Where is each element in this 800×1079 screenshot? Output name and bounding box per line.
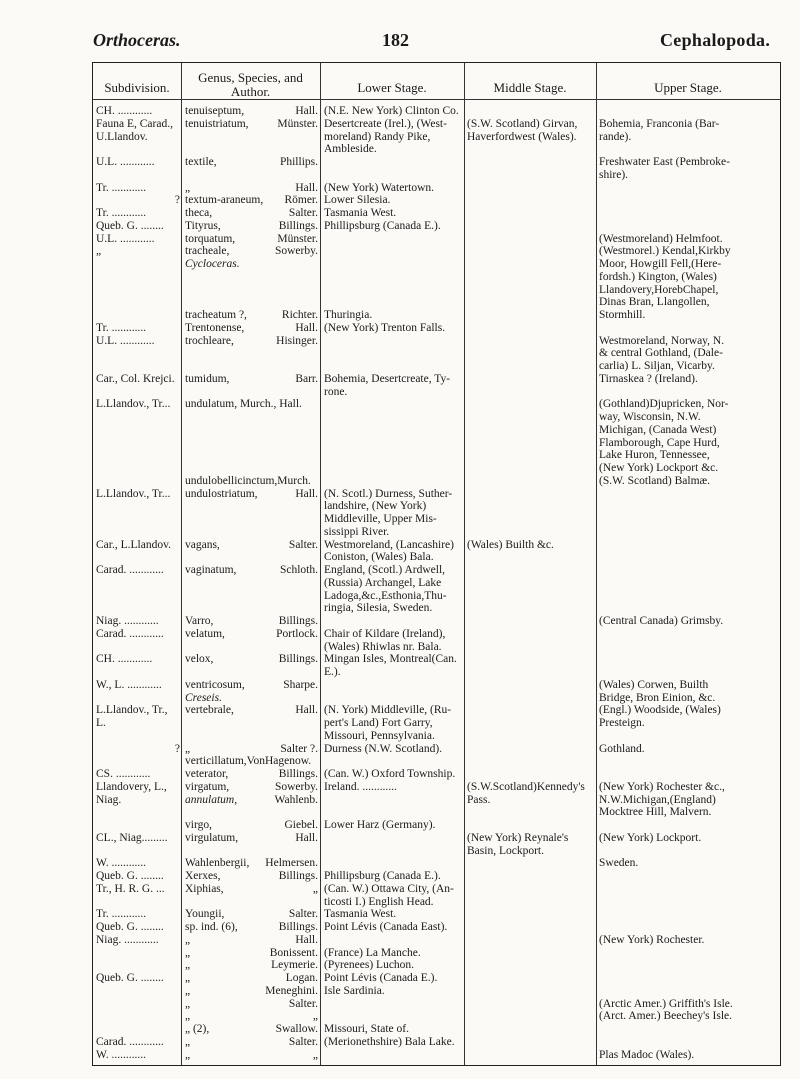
lower-stage-cell: Tasmania West. [324, 908, 397, 921]
species-name: „ [185, 959, 191, 972]
middle-stage-cell: (New York) Reynale's [467, 831, 569, 844]
species-name: „ [185, 1035, 191, 1048]
species-author: Sowerby. [274, 780, 318, 793]
species-author: Giebel. [284, 819, 318, 831]
subdivision-cell: L.Llandov., Tr... [96, 398, 171, 411]
column-header-middle-stage: Middle Stage. [493, 80, 567, 95]
lower-stage-cell: Ladoga,&c.,Esthonia,Thu- [324, 589, 447, 602]
subdivision-cell: CL., Niag......... [96, 831, 168, 844]
page-header [0, 30, 800, 52]
species-author: Hall. [295, 933, 318, 946]
species-cell [185, 998, 318, 1010]
species-cell [185, 233, 318, 245]
species-cell [185, 488, 318, 500]
middle-stage-cell: Pass. [467, 793, 491, 806]
lower-stage-cell: E.). [324, 666, 341, 678]
species-author: „ [312, 1010, 318, 1023]
species-cell [185, 335, 318, 347]
species-cell [185, 934, 318, 946]
species-author: „ [312, 882, 318, 895]
lower-stage-cell: Missouri, Pennsylvania. [324, 729, 435, 742]
species-name: velox, [185, 653, 214, 666]
subdivision-cell: Niag. ............ [96, 615, 159, 627]
species-author: Richter. [281, 309, 318, 321]
species-name: „ [185, 972, 191, 984]
species-author: Münster. [277, 117, 318, 130]
middle-stage-cell: Haverfordwest (Wales). [467, 130, 577, 143]
species-cell [185, 118, 318, 130]
subdivision-cell: ? [174, 742, 180, 755]
species-cell [185, 245, 318, 257]
species-cell [185, 972, 318, 984]
lower-stage-cell: Ambleside. [324, 143, 377, 156]
subdivision-cell: Queb. G. ........ [96, 921, 164, 933]
lower-stage-cell: Desertcreate (Irel.), (West- [324, 117, 447, 130]
species-name: vertebrale, [185, 704, 234, 717]
lower-stage-cell: (Wales) Rhiwlas nr. Bala. [324, 640, 442, 653]
subdivision-cell: Tr. ............ [96, 908, 147, 921]
species-author: Salter. [288, 1035, 318, 1048]
lower-stage-cell: Lower Silesia. [324, 194, 391, 207]
species-cell [185, 539, 318, 551]
subdivision-cell: Tr., H. R. G. ... [96, 882, 165, 895]
subdivision-cell: CS. ............ [96, 768, 151, 780]
upper-stage-cell: (S.W. Scotland) Balmæ. [599, 474, 711, 487]
species-cell [185, 182, 318, 194]
species-name: torquatum, [185, 232, 236, 245]
lower-stage-cell: Bohemia, Desertcreate, Ty- [324, 372, 451, 385]
species-name: Creseis. [185, 691, 222, 704]
species-author: Swallow. [275, 1023, 318, 1035]
column-header-lower-stage: Lower Stage. [357, 80, 427, 95]
upper-stage-cell: Mocktree Hill, Malvern. [599, 806, 712, 819]
upper-stage-cell: Plas Madoc (Wales). [599, 1048, 695, 1061]
lower-stage-cell: Phillipsburg (Canada E.). [324, 870, 441, 882]
subdivision-cell: Queb. G. ........ [96, 219, 164, 232]
species-author: Logan. [285, 972, 318, 984]
species-name: Tityrus, [185, 219, 221, 232]
lower-stage-cell: Durness (N.W. Scotland). [324, 742, 443, 755]
species-name: Youngii, [185, 908, 225, 921]
upper-stage-cell: shire). [599, 168, 629, 181]
species-cell [185, 220, 318, 232]
upper-stage-cell: (Westmoreland) Helmfoot. [599, 232, 723, 245]
subdivision-cell: Car., Col. Krejci. [96, 372, 175, 385]
lower-stage-cell: Phillipsburg (Canada E.). [324, 219, 441, 232]
lower-stage-cell: Point Lévis (Canada East). [324, 921, 448, 933]
column-header-subdivision: Subdivision. [104, 80, 170, 95]
species-cell [185, 1036, 318, 1048]
upper-stage-cell: (Central Canada) Grimsby. [599, 615, 724, 627]
species-cell [185, 908, 318, 920]
middle-stage-cell: (S.W.Scotland)Kennedy's [467, 780, 585, 793]
upper-stage-cell: rande). [599, 130, 632, 143]
subdivision-cell: U.Llandov. [96, 130, 148, 143]
species-name: textum-araneum, [185, 194, 264, 207]
subdivision-cell: L.Llandov., Tr., [96, 704, 168, 717]
lower-stage-cell: (France) La Manche. [324, 946, 421, 959]
lower-stage-cell: (Russia) Archangel, Lake [324, 576, 442, 589]
lower-stage-cell: Ireland. ............ [324, 780, 397, 793]
species-name: undulobellicinctum,Murch. [185, 474, 311, 487]
subdivision-cell: Llandovery, L., [96, 780, 167, 793]
column-divider [464, 63, 465, 1065]
species-cell [185, 781, 318, 793]
species-name: „ [185, 933, 191, 946]
upper-stage-cell: Freshwater East (Pembroke- [599, 156, 730, 168]
upper-stage-cell: Llandovery,HorebChapel, [599, 283, 719, 296]
lower-stage-cell: (New York) Trenton Falls. [324, 321, 446, 334]
species-author: Hall. [295, 105, 318, 117]
upper-stage-cell: (Westmorel.) Kendal,Kirkby [599, 245, 731, 258]
lower-stage-cell: (Can. W.) Ottawa City, (An- [324, 882, 454, 895]
species-name: undulostriatum, [185, 487, 258, 500]
species-cell [185, 475, 318, 487]
subdivision-cell: CH. ............ [96, 653, 153, 666]
species-name: virgulatum, [185, 831, 239, 844]
column-divider [596, 63, 597, 1065]
species-author: Barr. [295, 372, 318, 385]
subdivision-cell: Niag. [96, 793, 122, 806]
species-name: virgatum, [185, 780, 230, 793]
middle-stage-cell: Basin, Lockport. [467, 844, 544, 857]
species-author: „ [312, 1048, 318, 1061]
lower-stage-cell: Westmoreland, (Lancashire) [324, 538, 454, 551]
subdivision-cell: Queb. G. ........ [96, 870, 164, 882]
column-divider [181, 63, 182, 1065]
subdivision-cell: Fauna E, Carad., [96, 117, 173, 130]
lower-stage-cell: Isle Sardinia. [324, 984, 385, 997]
section-title: Cephalopoda. [660, 30, 771, 50]
species-cell [185, 628, 318, 640]
subdivision-cell: Car., L.Llandov. [96, 538, 171, 551]
species-name: ventricosum, [185, 678, 245, 691]
species-author: Salter. [288, 538, 318, 551]
species-author: Schloth. [279, 564, 318, 576]
subdivision-cell: Tr. ............ [96, 181, 147, 194]
species-cell [185, 704, 318, 716]
subdivision-cell: L.Llandov., Tr... [96, 487, 171, 500]
species-cell [185, 1010, 318, 1022]
species-name: tracheatum ?, [185, 309, 247, 321]
species-author: Portlock. [276, 627, 318, 640]
species-cell [185, 794, 318, 806]
species-author: Wahlenb. [274, 793, 318, 806]
species-name: „ [185, 946, 191, 959]
middle-stage-cell: (S.W. Scotland) Girvan, [467, 117, 578, 130]
species-cell [185, 156, 318, 168]
species-author: Hisinger. [276, 334, 318, 347]
species-name: tumidum, [185, 372, 230, 385]
species-author: Salter. [288, 908, 318, 921]
species-name: virgo, [185, 819, 212, 831]
species-name: annulatum, [185, 793, 238, 806]
lower-stage-cell: ticosti I.) English Head. [324, 895, 434, 908]
species-name: vagans, [185, 538, 220, 551]
species-author: Billings. [278, 921, 318, 933]
lower-stage-cell: Missouri, State of. [324, 1023, 409, 1035]
species-cell [185, 309, 318, 321]
species-name: Xerxes, [185, 870, 221, 882]
subdivision-cell: Niag. ............ [96, 933, 159, 946]
species-cell [185, 322, 318, 334]
species-author: Hall. [295, 487, 318, 500]
lower-stage-cell: Mingan Isles, Montreal(Can. [324, 653, 457, 666]
species-cell [185, 743, 318, 755]
species-cell [185, 985, 318, 997]
species-name: verticillatum,VonHagenow. [185, 755, 312, 768]
upper-stage-cell: Stormhill. [599, 309, 646, 321]
lower-stage-cell: Lower Harz (Germany). [324, 819, 436, 831]
species-name: sp. ind. (6), [185, 921, 238, 933]
column-header-upper-stage: Upper Stage. [654, 80, 722, 95]
species-name: tracheale, [185, 245, 230, 258]
upper-stage-cell: (New York) Lockport &c. [599, 462, 719, 474]
species-name: Wahlenbergii, [185, 857, 250, 870]
upper-stage-cell: fordsh.) Kington, (Wales) [599, 270, 717, 283]
upper-stage-cell: (Arctic Amer.) Griffith's Isle. [599, 997, 733, 1010]
species-name: Trentonense, [185, 321, 245, 334]
species-name: undulatum, Murch., Hall. [185, 398, 302, 411]
upper-stage-cell: Moor, Howgill Fell,(Here- [599, 258, 722, 270]
species-cell [185, 1049, 318, 1061]
running-title: Orthoceras. [93, 30, 181, 50]
species-cell [185, 679, 318, 691]
upper-stage-cell: Tirnaskea ? (Ireland). [599, 372, 698, 385]
species-name: Xiphias, [185, 882, 224, 895]
species-cell [185, 194, 318, 206]
subdivision-cell: ? [174, 194, 180, 207]
species-cell [185, 692, 318, 704]
subdivision-cell: U.L. ............ [96, 232, 155, 245]
species-name: „ [185, 984, 191, 997]
species-name: textile, [185, 156, 217, 168]
species-cell [185, 768, 318, 780]
subdivision-cell: CH. ............ [96, 105, 153, 117]
upper-stage-cell: way, Wisconsin, N.W. [599, 411, 701, 423]
species-author: Helmersen. [265, 857, 318, 870]
species-table [92, 62, 781, 1066]
upper-stage-cell: Bridge, Bron Einion, &c. [599, 691, 716, 704]
lower-stage-cell: pert's Land) Fort Garry, [324, 717, 433, 729]
upper-stage-cell: Gothland. [599, 742, 645, 755]
upper-stage-cell: Sweden. [599, 857, 639, 870]
species-author: Hall. [295, 181, 318, 194]
species-author: Meneghini. [265, 984, 318, 997]
species-name: tenuiseptum, [185, 105, 245, 117]
species-author: Bonissent. [269, 946, 318, 959]
subdivision-cell: W. ............ [96, 1048, 147, 1061]
species-cell [185, 870, 318, 882]
upper-stage-cell: (New York) Rochester. [599, 933, 705, 946]
species-name: „ [185, 742, 191, 755]
species-cell [185, 959, 318, 971]
species-name: tenuistriatum, [185, 117, 249, 130]
species-author: Billings. [278, 870, 318, 882]
species-name: trochleare, [185, 334, 234, 347]
species-author: Hall. [295, 704, 318, 717]
upper-stage-cell: Lake Huron, Tennessee, [599, 449, 710, 462]
species-cell [185, 258, 318, 270]
species-author: Salter. [288, 997, 318, 1010]
subdivision-cell: Carad. ............ [96, 627, 164, 640]
lower-stage-cell: Middleville, Upper Mis- [324, 513, 437, 525]
species-author: Münster. [277, 232, 318, 245]
species-author: Sharpe. [283, 678, 318, 691]
subdivision-cell: Carad. ............ [96, 564, 164, 576]
lower-stage-cell: Chair of Kildare (Ireland), [324, 627, 446, 640]
lower-stage-cell: rone. [324, 385, 348, 398]
species-name: velatum, [185, 627, 225, 640]
species-author: Sowerby. [274, 245, 318, 258]
subdivision-cell: W., L. ............ [96, 678, 162, 691]
upper-stage-cell: carlia) L. Siljan, Vicarby. [599, 360, 715, 372]
species-cell [185, 832, 318, 844]
lower-stage-cell: (N. York) Middleville, (Ru- [324, 704, 452, 717]
species-author: Billings. [278, 219, 318, 232]
lower-stage-cell: Point Lévis (Canada E.). [324, 972, 438, 984]
species-cell [185, 1023, 318, 1035]
upper-stage-cell: (Wales) Corwen, Builth [599, 678, 709, 691]
subdivision-cell: U.L. ............ [96, 334, 155, 347]
upper-stage-cell: Flamborough, Cape Hurd, [599, 436, 720, 449]
species-cell [185, 564, 318, 576]
species-cell [185, 105, 318, 117]
lower-stage-cell: moreland) Randy Pike, [324, 130, 431, 143]
species-author: Phillips. [279, 156, 318, 168]
lower-stage-cell: Thuringia. [324, 309, 373, 321]
species-cell [185, 819, 318, 831]
subdivision-cell: Tr. ............ [96, 321, 147, 334]
subdivision-cell: Tr. ............ [96, 207, 147, 219]
species-name: „ [185, 1010, 191, 1023]
species-cell [185, 373, 318, 385]
species-name: veterator, [185, 768, 229, 780]
lower-stage-cell: (N.E. New York) Clinton Co. [324, 105, 459, 117]
species-name: theca, [185, 207, 213, 219]
upper-stage-cell: (Arct. Amer.) Beechey's Isle. [599, 1010, 732, 1023]
subdivision-cell: „ [96, 245, 102, 258]
species-cell [185, 615, 318, 627]
species-cell [185, 857, 318, 869]
species-author: Hall. [295, 831, 318, 844]
lower-stage-cell: England, (Scotl.) Ardwell, [324, 564, 446, 576]
upper-stage-cell: Presteign. [599, 717, 645, 729]
lower-stage-cell: (Merionethshire) Bala Lake. [324, 1035, 455, 1048]
species-author: Leymerie. [271, 959, 318, 972]
species-name: Varro, [185, 615, 214, 627]
species-name: vaginatum, [185, 564, 237, 576]
species-name: „ [185, 181, 191, 194]
subdivision-cell: W. ............ [96, 857, 147, 870]
species-cell [185, 947, 318, 959]
upper-stage-cell: Westmoreland, Norway, N. [599, 334, 725, 347]
species-author: Billings. [278, 615, 318, 627]
species-author: Billings. [278, 653, 318, 666]
upper-stage-cell: Michigan, (Canada West) [599, 423, 717, 436]
upper-stage-cell: (New York) Rochester &c., [599, 780, 725, 793]
species-cell [185, 653, 318, 665]
column-divider [320, 63, 321, 1065]
species-cell [185, 207, 318, 219]
upper-stage-cell: Bohemia, Franconia (Bar- [599, 117, 720, 130]
lower-stage-cell: (N. Scotl.) Durness, Suther- [324, 487, 453, 500]
upper-stage-cell: & central Gothland, (Dale- [599, 347, 723, 360]
species-author: Hall. [295, 321, 318, 334]
subdivision-cell: U.L. ............ [96, 156, 155, 168]
species-author: Billings. [278, 768, 318, 780]
column-header-genus: Genus, Species, and Author. [198, 70, 303, 99]
species-name: „ [185, 1048, 191, 1061]
upper-stage-cell: (New York) Lockport. [599, 831, 702, 844]
subdivision-cell: L. [96, 717, 106, 729]
lower-stage-cell: (New York) Watertown. [324, 181, 435, 194]
species-name: „ (2), [185, 1023, 210, 1035]
upper-stage-cell: N.W.Michigan,(England) [599, 793, 716, 806]
subdivision-cell: Queb. G. ........ [96, 972, 164, 984]
upper-stage-cell: Dinas Bran, Llangollen, [599, 296, 710, 309]
lower-stage-cell: sissippi River. [324, 525, 390, 538]
lower-stage-cell: Coniston, (Wales) Bala. [324, 551, 434, 564]
species-cell [185, 921, 318, 933]
species-author: Römer. [284, 194, 318, 207]
species-name: „ [185, 997, 191, 1010]
middle-stage-cell: (Wales) Builth &c. [467, 538, 554, 551]
species-name: Cycloceras. [185, 258, 240, 270]
lower-stage-cell: (Pyrenees) Luchon. [324, 959, 415, 972]
species-author: Salter. [288, 207, 318, 219]
lower-stage-cell: ringia, Silesia, Sweden. [324, 602, 433, 615]
upper-stage-cell: (Gothland)Djupricken, Nor- [599, 398, 729, 411]
species-cell [185, 398, 318, 410]
lower-stage-cell: (Can. W.) Oxford Township. [324, 768, 456, 780]
lower-stage-cell: landshire, (New York) [324, 500, 427, 513]
lower-stage-cell: Tasmania West. [324, 207, 397, 219]
species-cell [185, 883, 318, 895]
species-cell [185, 755, 318, 767]
species-author: Salter ?. [280, 742, 318, 755]
page-number: 182 [382, 30, 409, 50]
subdivision-cell: Carad. ............ [96, 1035, 164, 1048]
header-divider [93, 99, 780, 100]
upper-stage-cell: (Engl.) Woodside, (Wales) [599, 704, 721, 717]
